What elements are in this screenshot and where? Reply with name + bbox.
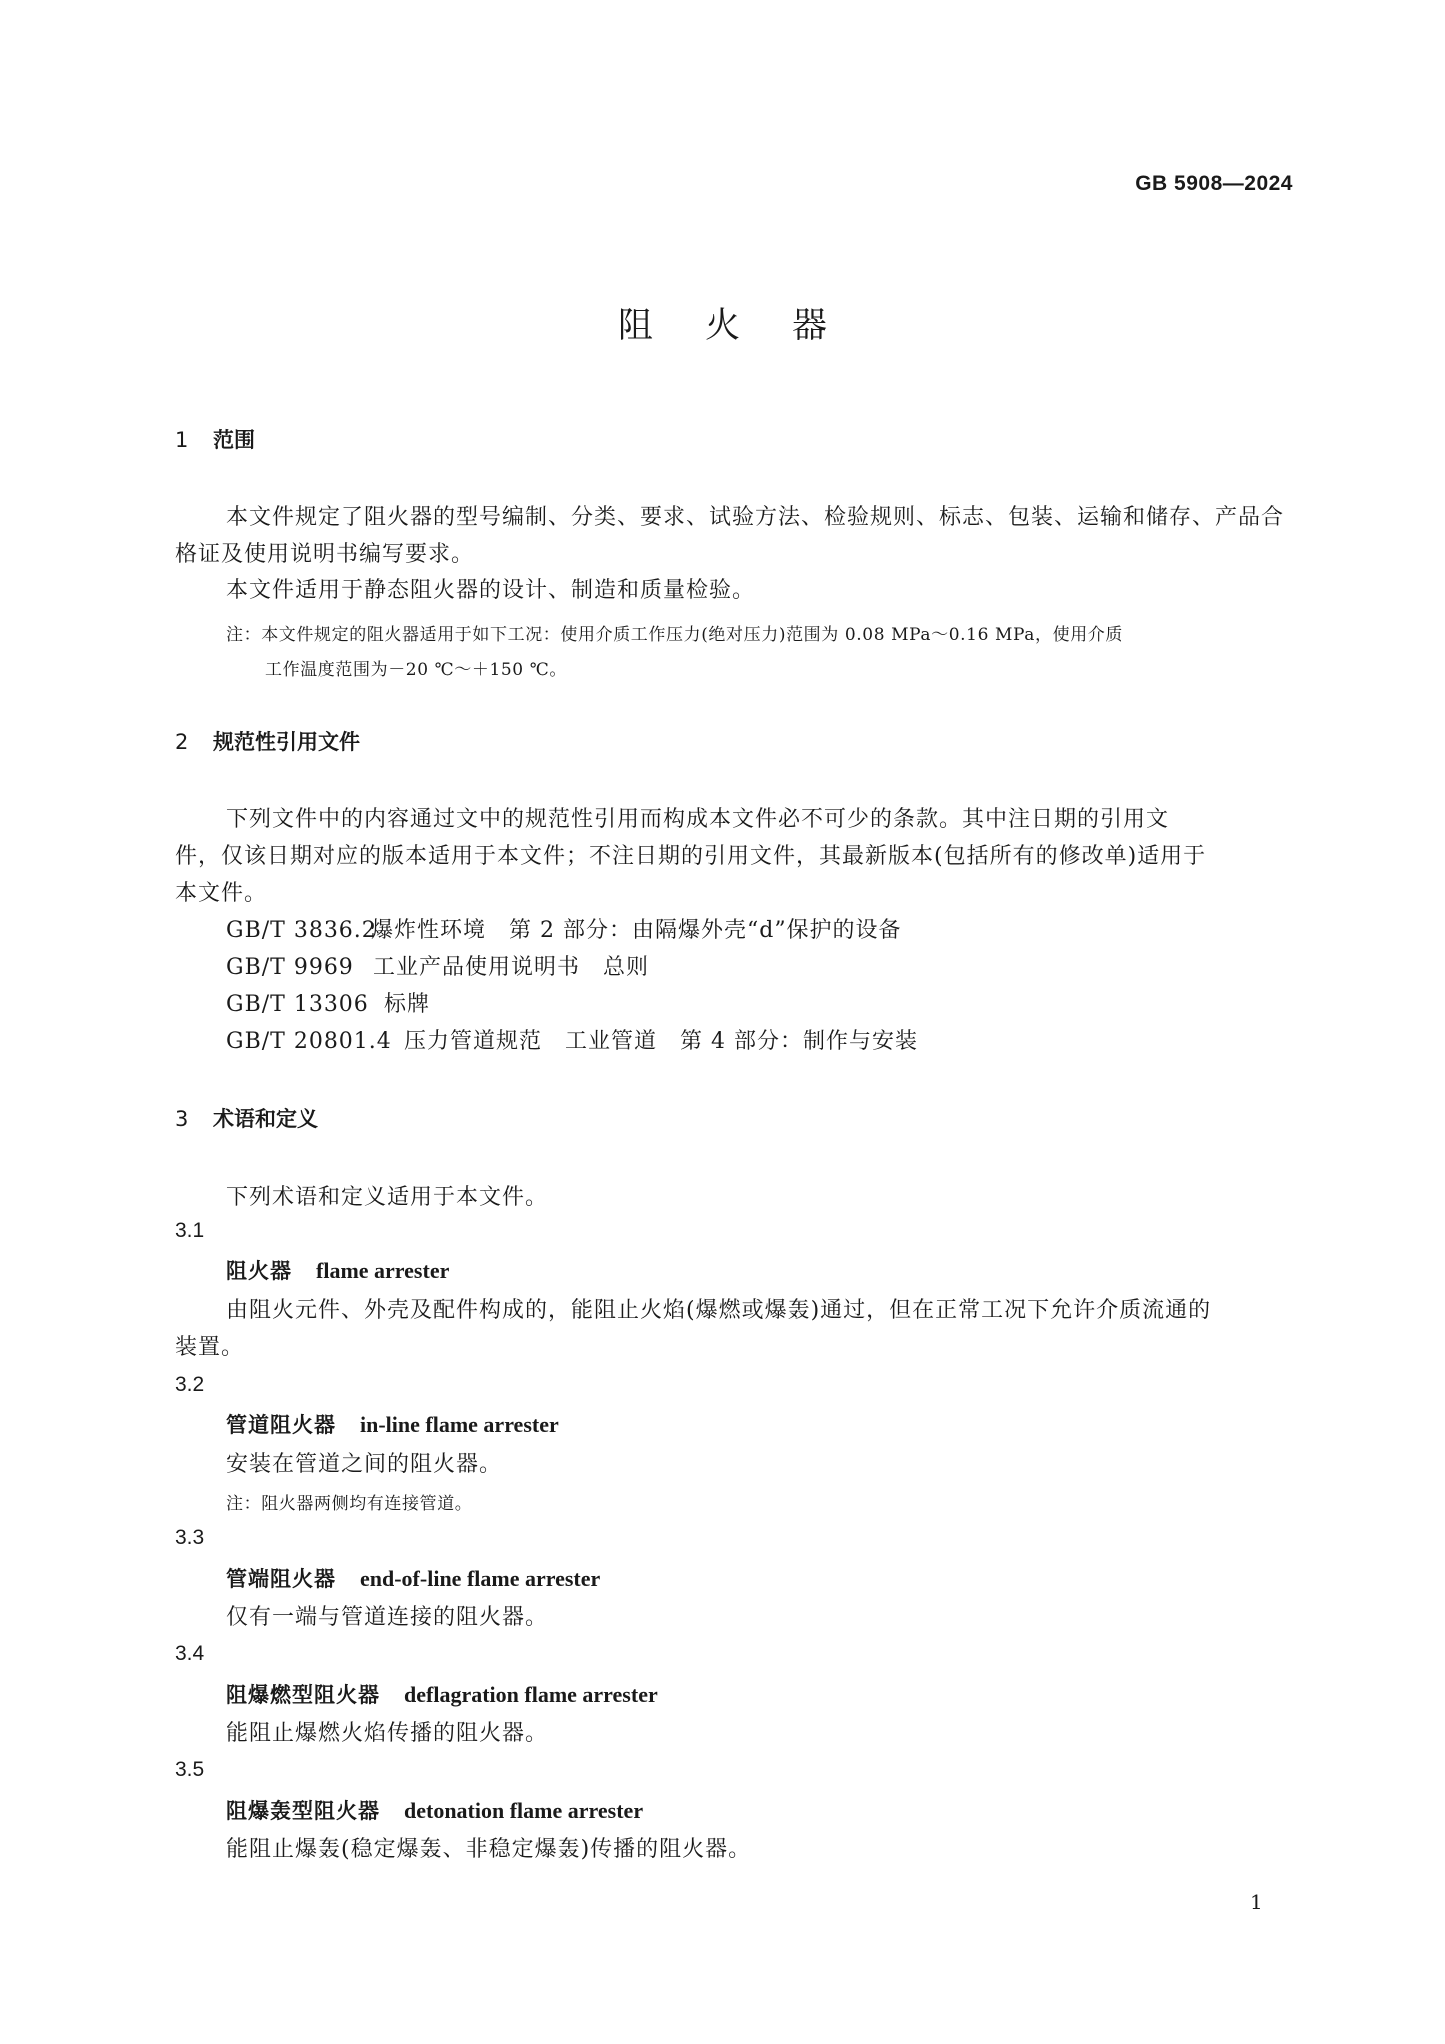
reference-code: GB/T 9969 — [226, 955, 354, 980]
reference-title: 压力管道规范 工业管道 第 4 部分：制作与安装 — [404, 1029, 918, 1054]
term-en: flame arrester — [316, 1258, 450, 1283]
note-line: 注：本文件规定的阻火器适用于如下工况：使用介质工作压力(绝对压力)范围为 0.08 MPa～0.16 MPa，使用介质 — [226, 625, 1124, 645]
term-en: in-line flame arrester — [360, 1412, 559, 1437]
paragraph-line: 件，仅该日期对应的版本适用于本文件；不注日期的引用文件，其最新版本(包括所有的修改单)适用于 — [175, 844, 1207, 869]
paragraph: 本文件适用于静态阻火器的设计、制造和质量检验。 — [226, 578, 756, 603]
section-title: 规范性引用文件 — [213, 730, 360, 754]
document-code: GB 5908—2024 — [1135, 172, 1293, 195]
section-number: 1 — [175, 428, 189, 452]
paragraph-line: 格证及使用说明书编写要求。 — [175, 542, 475, 567]
reference-title: 爆炸性环境 第 2 部分：由隔爆外壳“d”保护的设备 — [371, 918, 902, 943]
term-number: 3.4 — [175, 1642, 205, 1665]
section-number: 2 — [175, 730, 189, 754]
term-zh: 阻火器 — [226, 1259, 292, 1283]
note-line: 工作温度范围为－20 ℃～＋150 ℃。 — [265, 660, 567, 680]
page-number: 1 — [1250, 1890, 1263, 1914]
term-number: 3.1 — [175, 1219, 205, 1242]
term-definition: 安装在管道之间的阻火器。 — [226, 1452, 503, 1477]
paragraph: 下列术语和定义适用于本文件。 — [226, 1185, 549, 1210]
reference-code: GB/T 13306 — [226, 992, 369, 1017]
section-title: 术语和定义 — [213, 1107, 318, 1131]
term-heading — [226, 1409, 559, 1439]
term-definition: 由阻火元件、外壳及配件构成的，能阻止火焰(爆燃或爆轰)通过，但在正常工况下允许介质流通的 — [226, 1298, 1212, 1323]
section-1-heading — [175, 424, 255, 454]
term-zh: 阻爆轰型阻火器 — [226, 1799, 380, 1823]
section-title: 范围 — [213, 428, 255, 452]
term-zh: 管端阻火器 — [226, 1567, 336, 1591]
section-3-heading — [175, 1103, 318, 1133]
paragraph-line: 本文件规定了阻火器的型号编制、分类、要求、试验方法、检验规则、标志、包装、运输和储存、产品合 — [226, 505, 1285, 530]
reference-code: GB/T 3836.2 — [226, 918, 377, 943]
reference-item — [226, 950, 649, 981]
term-definition: 能阻止爆轰(稳定爆轰、非稳定爆轰)传播的阻火器。 — [226, 1837, 752, 1862]
reference-item — [226, 987, 430, 1018]
section-number: 3 — [175, 1107, 189, 1131]
reference-title: 标牌 — [384, 992, 431, 1017]
paragraph-line: 下列文件中的内容通过文中的规范性引用而构成本文件必不可少的条款。其中注日期的引用文 — [226, 807, 1170, 832]
term-en: deflagration flame arrester — [404, 1682, 658, 1707]
term-heading — [226, 1795, 643, 1825]
term-heading — [226, 1563, 600, 1593]
term-definition: 装置。 — [175, 1335, 245, 1360]
reference-item — [226, 1024, 918, 1055]
term-heading — [226, 1679, 658, 1709]
term-number: 3.2 — [175, 1373, 205, 1396]
document-title: 阻火器 — [617, 306, 879, 346]
reference-item — [226, 913, 902, 944]
section-2-heading — [175, 726, 360, 756]
term-heading — [226, 1255, 449, 1285]
paragraph-line: 本文件。 — [175, 881, 268, 906]
term-en: detonation flame arrester — [404, 1798, 644, 1823]
term-number: 3.5 — [175, 1758, 205, 1781]
reference-code: GB/T 20801.4 — [226, 1029, 392, 1054]
term-note: 注：阻火器两侧均有连接管道。 — [226, 1494, 473, 1514]
term-en: end-of-line flame arrester — [360, 1566, 601, 1591]
term-definition: 能阻止爆燃火焰传播的阻火器。 — [226, 1721, 549, 1746]
term-definition: 仅有一端与管道连接的阻火器。 — [226, 1605, 549, 1630]
term-zh: 管道阻火器 — [226, 1413, 336, 1437]
term-zh: 阻爆燃型阻火器 — [226, 1683, 380, 1707]
term-number: 3.3 — [175, 1526, 205, 1549]
reference-title: 工业产品使用说明书 总则 — [373, 955, 650, 980]
